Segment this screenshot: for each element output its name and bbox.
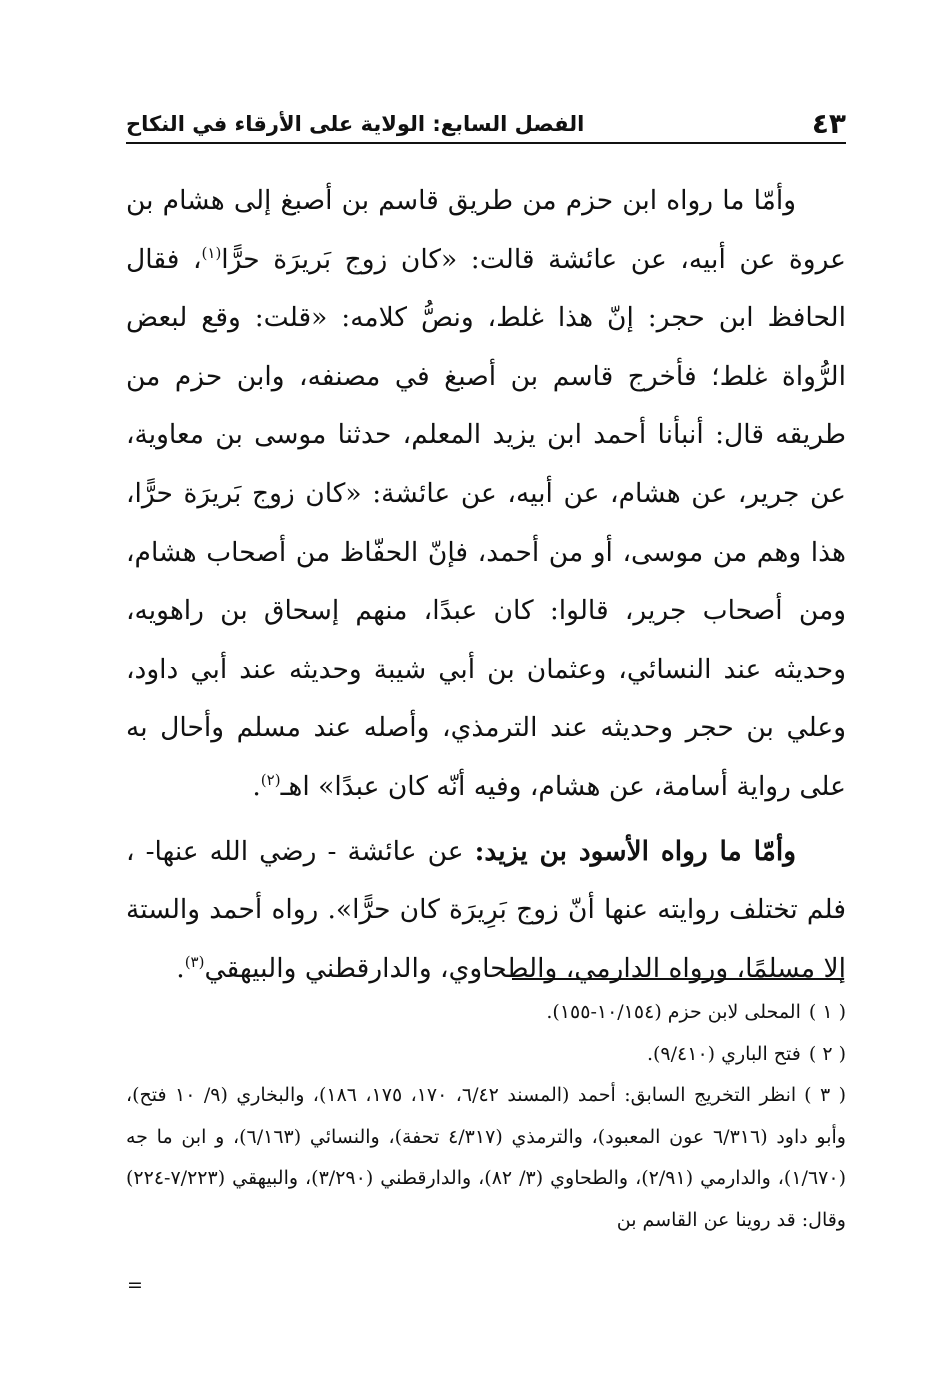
paragraph-1-end: .: [252, 770, 261, 802]
footnote-ref-3: (٣): [184, 952, 205, 971]
page-header: [126, 98, 846, 144]
footnote-1: [126, 992, 846, 1034]
footnote-separator: [512, 978, 844, 980]
footnote-text: انظر التخريج السابق: أحمد (المسند ٦/٤٢، ١٧٠، ١٧٥، ١٨٦)، والبخاري (٩/ ١٠ فتح)، وأبو داود (٦/٣١٦ عون المعبود)، والترمذي (٤/٣١٧ تحفة)، والنسائي (٦/١٦٣)، و ابن ما جه (١/٦٧٠)، والدارمي (٢/٩١)، والطحاوي (٣/ ٨٢)، والدارقطني (٣/٢٩٠)، والبيهقي (٧/٢٢٣-٢٢٤) وقال: قد روينا عن القاسم بن: [126, 1084, 846, 1231]
footnote-3: [126, 1075, 846, 1241]
continuation-mark: =: [127, 1274, 143, 1296]
footnote-number: ( ١ ): [808, 1001, 846, 1023]
paragraph-2: [126, 823, 846, 999]
footnote-ref-1: (١): [201, 243, 222, 262]
paragraph-2-heading: وأمّا ما رواه الأسود بن يزيد:: [474, 835, 796, 867]
footnote-ref-2: (٢): [260, 771, 281, 790]
footnote-2: [126, 1034, 846, 1076]
footnote-number: ( ٣ ): [804, 1084, 847, 1106]
paragraph-1-text-cont: ، فقال الحافظ ابن حجر: إنّ هذا غلط، ونصُّ كلامه: «قلت: وقع لبعض الرُّواة غلط؛ فأخرج قاسم بن أصبغ في مصنفه، وابن حزم من طريقه قال: أنبأنا أحمد ابن يزيد المعلم، حدثنا موسى بن معاوية، عن جرير، عن هشام، عن أبيه، عن عائشة: «كان زوج بَريرَة حرًّا، هذا وهم من موسى، أو من أحمد، فإنّ الحفّاظ من أصحاب هشام، ومن أصحاب جرير، قالوا: كان عبدًا، منهم إسحاق بن راهويه، وحديثه عند النسائي، وعثمان بن أبي شيبة وحديثه عند أبي داود، وعلي بن حجر وحديثه عند الترمذي، وأصله عند مسلم وأحال به على رواية أسامة، عن هشام، وفيه أنّه كان عبدًا» اهـ: [126, 243, 846, 802]
footnote-number: ( ٢ ): [808, 1042, 846, 1065]
paragraph-1: [126, 172, 846, 817]
chapter-title: الفصل السابع: الولاية على الأرقاء في النكاح: [126, 112, 585, 136]
paragraph-1-text: وأمّا ما رواه ابن حزم من طريق قاسم بن أصبغ إلى هشام بن عروة عن أبيه، عن عائشة قالت: «كان زوج بَريرَة حرًّا: [126, 185, 846, 275]
footnote-text: فتح الباري (٩/٤١٠).: [646, 1042, 801, 1065]
main-text: [126, 172, 846, 998]
footnotes: [126, 992, 846, 1241]
page-number: ٤٣: [811, 107, 846, 140]
footnote-text: المحلى لابن حزم (١٠/١٥٤-١٥٥).: [546, 1001, 801, 1023]
paragraph-2-text: عن عائشة - رضي الله عنها- ، فلم تختلف روايته عنها أنّ زوج بَرِيرَة كان حرًّا». رواه أحمد والستة إلا مسلمًا، ورواه الدارمي، والطحاوي، والدارقطني والبيهقي: [126, 835, 846, 984]
paragraph-2-end: .: [176, 952, 185, 984]
